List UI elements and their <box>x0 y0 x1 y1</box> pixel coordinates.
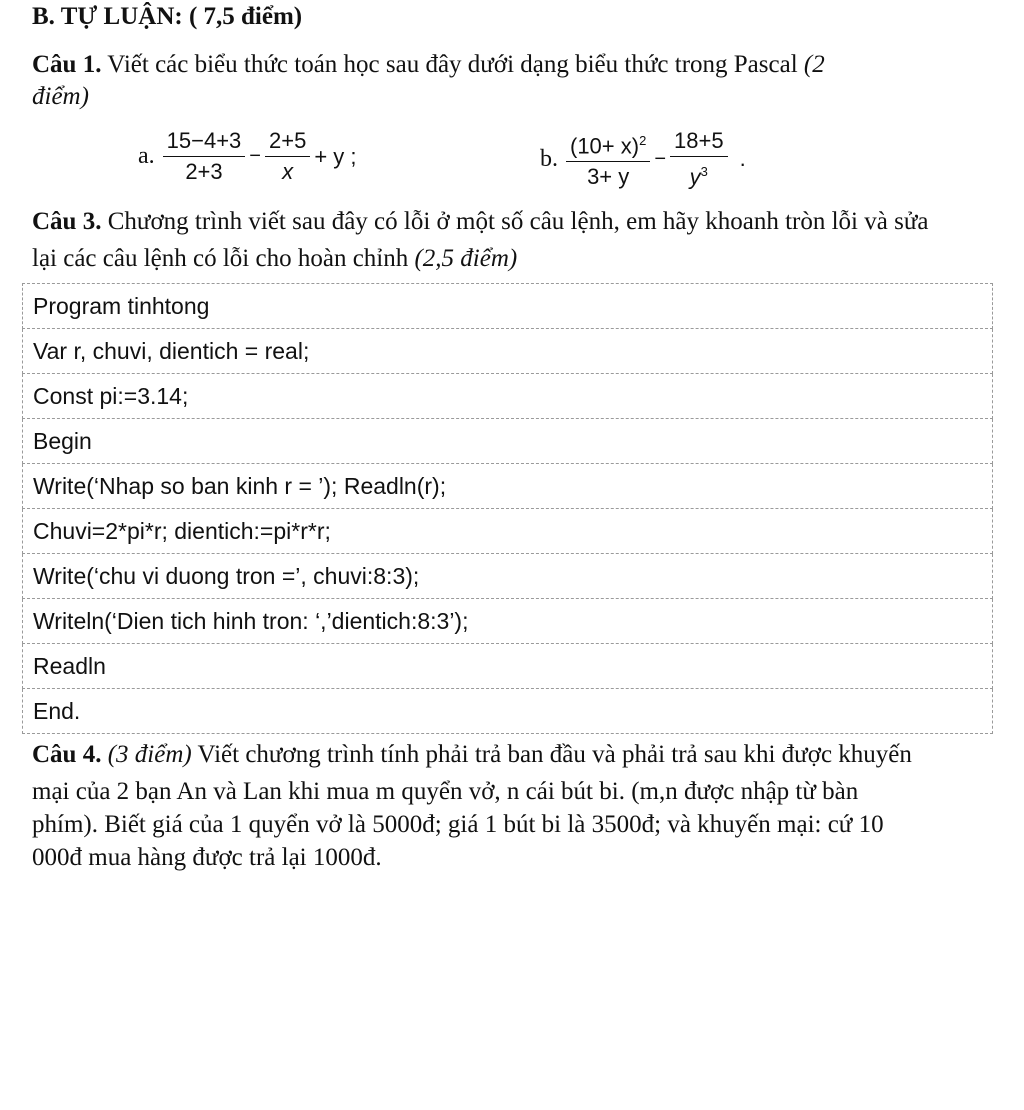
q1-line-1 <box>32 50 825 80</box>
section-heading: B. TỰ LUẬN: ( 7,5 điểm) <box>32 3 303 30</box>
q3-line-1 <box>32 207 928 237</box>
code-line <box>23 374 993 419</box>
q4-line-1 <box>32 740 912 770</box>
code-line <box>23 329 993 374</box>
formula-b-minus: − <box>654 147 667 170</box>
code-line-3: Const pi:=3.14; <box>23 374 993 419</box>
code-line <box>23 509 993 554</box>
formula-a-frac2-denominator: x <box>282 159 294 184</box>
q4-points: (3 điểm) <box>107 741 192 768</box>
formula-b-frac1-base: (10+ x) <box>570 133 640 159</box>
code-line-7: Write(‘chu vi duong tron =’, chuvi:8:3); <box>23 554 993 599</box>
q4-line-4: 000đ mua hàng được trả lại 1000đ. <box>32 844 382 871</box>
formula-a-label: a. <box>138 143 155 169</box>
code-line-6: Chuvi=2*pi*r; dientich:=pi*r*r; <box>23 509 993 554</box>
q3-text-1: Chương trình viết sau đây có lỗi ở một số câu lệnh, em hãy khoanh tròn lỗi và sửa <box>107 208 929 235</box>
code-line <box>23 644 993 689</box>
formula-b-tail: . <box>739 146 746 172</box>
code-line <box>23 419 993 464</box>
formula-a-tail: + y ; <box>314 143 357 169</box>
formula-b-frac1-numerator <box>566 128 650 162</box>
q1-points-b: điểm) <box>32 83 89 110</box>
code-line-4: Begin <box>23 419 993 464</box>
code-line-9: Readln <box>23 644 993 689</box>
formula-b-label: b. <box>540 145 558 172</box>
code-line-8: Writeln(‘Dien tich hinh tron: ‘,’dientich:8:3’); <box>23 599 993 644</box>
code-line <box>23 599 993 644</box>
code-line <box>23 284 993 329</box>
q3-text-2: lại các câu lệnh có lỗi cho hoàn chỉnh <box>32 245 409 272</box>
formula-b-fraction-1 <box>566 128 650 190</box>
formula-a-frac1-numerator: 15−4+3 <box>163 128 246 157</box>
formula-a-fraction-1 <box>163 128 246 185</box>
formula-a-frac2-numerator: 2+5 <box>265 128 310 157</box>
q3-label: Câu 3. <box>32 208 102 235</box>
formula-b-frac1-exponent: 2 <box>639 133 647 148</box>
code-line-2: Var r, chuvi, dientich = real; <box>23 329 993 374</box>
formula-b <box>540 128 748 190</box>
q4-text-1: Viết chương trình tính phải trả ban đầu và phải trả sau khi được khuyến <box>197 741 912 768</box>
q1-points-a: (2 <box>803 51 825 78</box>
q3-line-2 <box>32 244 517 274</box>
q1-text: Viết các biểu thức toán học sau đây dưới dạng biểu thức trong Pascal <box>107 51 798 78</box>
q4-line-2: mại của 2 bạn An và Lan khi mua m quyển vở, n cái bút bi. (m,n được nhập từ bàn <box>32 778 859 805</box>
formula-a-fraction-2 <box>265 128 310 185</box>
formula-a-frac1-denominator: 2+3 <box>185 159 223 184</box>
code-line-5: Write(‘Nhap so ban kinh r = ’); Readln(r); <box>23 464 993 509</box>
formula-a <box>138 128 359 185</box>
code-line-1: Program tinhtong <box>23 284 993 329</box>
formula-b-frac2-numerator: 18+5 <box>670 128 728 157</box>
formula-b-fraction-2 <box>670 128 728 190</box>
formula-b-frac2-base: y <box>689 164 701 190</box>
q4-label: Câu 4. <box>32 741 102 768</box>
q4-line-3: phím). Biết giá của 1 quyển vở là 5000đ; giá 1 bút bi là 3500đ; và khuyến mại: cứ 10 <box>32 811 884 838</box>
formula-b-frac2-exponent: 3 <box>700 164 708 179</box>
formula-b-frac2-denominator <box>686 157 712 190</box>
code-line <box>23 554 993 599</box>
code-line-10: End. <box>23 689 993 734</box>
code-line <box>23 464 993 509</box>
formula-b-frac1-denominator: 3+ y <box>587 164 630 190</box>
q3-points: (2,5 điểm) <box>414 245 518 272</box>
formula-a-minus: − <box>249 145 261 167</box>
q1-label: Câu 1. <box>32 51 102 78</box>
code-listing <box>22 283 993 734</box>
code-line <box>23 689 993 734</box>
